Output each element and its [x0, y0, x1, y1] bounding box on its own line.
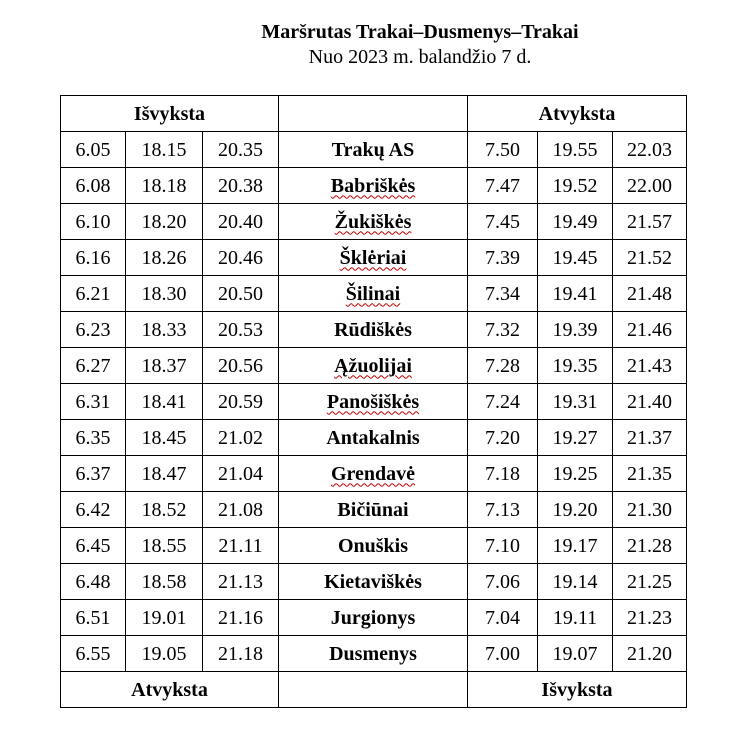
arrival-header: Atvyksta — [468, 96, 687, 132]
departure-time-1: 6.05 — [61, 132, 126, 168]
stop-name — [279, 600, 468, 636]
stop-name — [279, 132, 468, 168]
stop-name-text: Grendavė — [330, 462, 416, 485]
departure-time-3: 20.35 — [203, 132, 279, 168]
departure-time-1: 6.55 — [61, 636, 126, 672]
arrival-time-3: 22.03 — [613, 132, 687, 168]
arrival-time-3: 21.30 — [613, 492, 687, 528]
departure-time-1: 6.35 — [61, 420, 126, 456]
departure-time-2: 18.52 — [126, 492, 203, 528]
departure-time-1: 6.45 — [61, 528, 126, 564]
table-row — [61, 492, 687, 528]
departure-time-2: 18.15 — [126, 132, 203, 168]
departure-time-1: 6.10 — [61, 204, 126, 240]
departure-time-1: 6.16 — [61, 240, 126, 276]
stop-name-text: Šklėriai — [339, 246, 407, 269]
arrival-time-1: 7.24 — [468, 384, 538, 420]
arrival-time-3: 21.57 — [613, 204, 687, 240]
arrival-time-2: 19.31 — [538, 384, 613, 420]
stop-name — [279, 528, 468, 564]
departure-time-3: 21.11 — [203, 528, 279, 564]
arrival-time-1: 7.28 — [468, 348, 538, 384]
arrival-time-2: 19.45 — [538, 240, 613, 276]
arrival-time-1: 7.20 — [468, 420, 538, 456]
departure-time-2: 18.41 — [126, 384, 203, 420]
departure-time-2: 19.05 — [126, 636, 203, 672]
departure-time-3: 20.56 — [203, 348, 279, 384]
table-row — [61, 600, 687, 636]
departure-time-2: 18.45 — [126, 420, 203, 456]
arrival-time-3: 21.20 — [613, 636, 687, 672]
arrival-time-1: 7.06 — [468, 564, 538, 600]
table-row — [61, 420, 687, 456]
arrival-time-3: 22.00 — [613, 168, 687, 204]
departure-time-1: 6.21 — [61, 276, 126, 312]
arrival-time-2: 19.39 — [538, 312, 613, 348]
stop-name — [279, 420, 468, 456]
arrival-time-3: 21.35 — [613, 456, 687, 492]
arrival-time-1: 7.34 — [468, 276, 538, 312]
departure-time-3: 20.40 — [203, 204, 279, 240]
table-row — [61, 132, 687, 168]
departure-time-1: 6.51 — [61, 600, 126, 636]
departure-time-3: 21.04 — [203, 456, 279, 492]
stop-name-text: Jurgionys — [330, 606, 416, 629]
table-row — [61, 276, 687, 312]
footer-arrival-label: Atvyksta — [61, 672, 279, 708]
arrival-time-1: 7.39 — [468, 240, 538, 276]
arrival-time-2: 19.07 — [538, 636, 613, 672]
arrival-time-3: 21.37 — [613, 420, 687, 456]
stop-name — [279, 492, 468, 528]
departure-time-2: 19.01 — [126, 600, 203, 636]
table-row — [61, 528, 687, 564]
departure-time-2: 18.33 — [126, 312, 203, 348]
departure-time-3: 20.38 — [203, 168, 279, 204]
stop-name-text: Babriškės — [330, 174, 416, 197]
arrival-time-1: 7.00 — [468, 636, 538, 672]
stop-name — [279, 564, 468, 600]
departure-time-3: 20.59 — [203, 384, 279, 420]
arrival-time-1: 7.13 — [468, 492, 538, 528]
stop-header — [279, 96, 468, 132]
table-row — [61, 384, 687, 420]
stop-name — [279, 312, 468, 348]
arrival-time-3: 21.43 — [613, 348, 687, 384]
page-subtitle: Nuo 2023 m. balandžio 7 d. — [308, 46, 532, 68]
footer-departure-label: Išvyksta — [468, 672, 687, 708]
departure-time-3: 20.50 — [203, 276, 279, 312]
departure-time-3: 20.46 — [203, 240, 279, 276]
departure-time-2: 18.20 — [126, 204, 203, 240]
arrival-time-3: 21.48 — [613, 276, 687, 312]
stop-name-text: Ąžuolijai — [334, 354, 412, 377]
stop-name-text: Kietaviškės — [324, 570, 422, 593]
table-row — [61, 168, 687, 204]
arrival-time-1: 7.04 — [468, 600, 538, 636]
arrival-time-1: 7.47 — [468, 168, 538, 204]
arrival-time-1: 7.18 — [468, 456, 538, 492]
arrival-time-2: 19.55 — [538, 132, 613, 168]
stop-name-text: Šilinai — [345, 282, 401, 305]
stop-name — [279, 384, 468, 420]
departure-time-1: 6.37 — [61, 456, 126, 492]
arrival-time-2: 19.49 — [538, 204, 613, 240]
table-row — [61, 348, 687, 384]
arrival-time-1: 7.50 — [468, 132, 538, 168]
arrival-time-3: 21.25 — [613, 564, 687, 600]
table-row — [61, 240, 687, 276]
stop-name — [279, 348, 468, 384]
arrival-time-2: 19.11 — [538, 600, 613, 636]
stop-name — [279, 456, 468, 492]
table-row — [61, 456, 687, 492]
page-title: Maršrutas Trakai–Dusmenys–Trakai — [261, 21, 579, 43]
arrival-time-3: 21.40 — [613, 384, 687, 420]
footer-row — [61, 672, 687, 708]
arrival-time-2: 19.35 — [538, 348, 613, 384]
stop-name-text: Rūdiškės — [334, 318, 412, 341]
arrival-time-2: 19.52 — [538, 168, 613, 204]
departure-time-1: 6.23 — [61, 312, 126, 348]
arrival-time-2: 19.41 — [538, 276, 613, 312]
arrival-time-3: 21.28 — [613, 528, 687, 564]
departure-time-1: 6.31 — [61, 384, 126, 420]
stop-name-text: Dusmenys — [329, 642, 417, 665]
arrival-time-1: 7.10 — [468, 528, 538, 564]
arrival-time-2: 19.17 — [538, 528, 613, 564]
stop-name-text: Panošiškės — [326, 390, 420, 413]
stop-name-text: Trakų AS — [331, 138, 415, 161]
departure-time-3: 21.18 — [203, 636, 279, 672]
stop-name — [279, 204, 468, 240]
departure-time-1: 6.08 — [61, 168, 126, 204]
departure-time-2: 18.47 — [126, 456, 203, 492]
table-row — [61, 564, 687, 600]
departure-time-2: 18.58 — [126, 564, 203, 600]
departure-time-1: 6.42 — [61, 492, 126, 528]
departure-time-3: 21.16 — [203, 600, 279, 636]
stop-name-text: Bičiūnai — [337, 498, 409, 521]
departure-time-3: 21.08 — [203, 492, 279, 528]
departure-time-1: 6.48 — [61, 564, 126, 600]
schedule-table — [60, 95, 687, 708]
table-row — [61, 312, 687, 348]
stop-name-text: Žukiškės — [334, 210, 412, 233]
arrival-time-2: 19.27 — [538, 420, 613, 456]
departure-time-3: 21.02 — [203, 420, 279, 456]
departure-time-1: 6.27 — [61, 348, 126, 384]
arrival-time-2: 19.25 — [538, 456, 613, 492]
arrival-time-2: 19.14 — [538, 564, 613, 600]
departure-time-3: 21.13 — [203, 564, 279, 600]
arrival-time-2: 19.20 — [538, 492, 613, 528]
schedule-body — [61, 132, 687, 672]
departure-time-3: 20.53 — [203, 312, 279, 348]
stop-name — [279, 636, 468, 672]
departure-time-2: 18.55 — [126, 528, 203, 564]
table-row — [61, 636, 687, 672]
departure-time-2: 18.37 — [126, 348, 203, 384]
arrival-time-1: 7.45 — [468, 204, 538, 240]
footer-middle — [279, 672, 468, 708]
arrival-time-3: 21.46 — [613, 312, 687, 348]
departure-header: Išvyksta — [61, 96, 279, 132]
arrival-time-3: 21.52 — [613, 240, 687, 276]
arrival-time-1: 7.32 — [468, 312, 538, 348]
stop-name-text: Onuškis — [337, 534, 409, 557]
departure-time-2: 18.30 — [126, 276, 203, 312]
header-row — [61, 96, 687, 132]
stop-name — [279, 240, 468, 276]
arrival-time-3: 21.23 — [613, 600, 687, 636]
stop-name — [279, 168, 468, 204]
table-row — [61, 204, 687, 240]
stop-name — [279, 276, 468, 312]
departure-time-2: 18.26 — [126, 240, 203, 276]
departure-time-2: 18.18 — [126, 168, 203, 204]
stop-name-text: Antakalnis — [326, 426, 420, 449]
